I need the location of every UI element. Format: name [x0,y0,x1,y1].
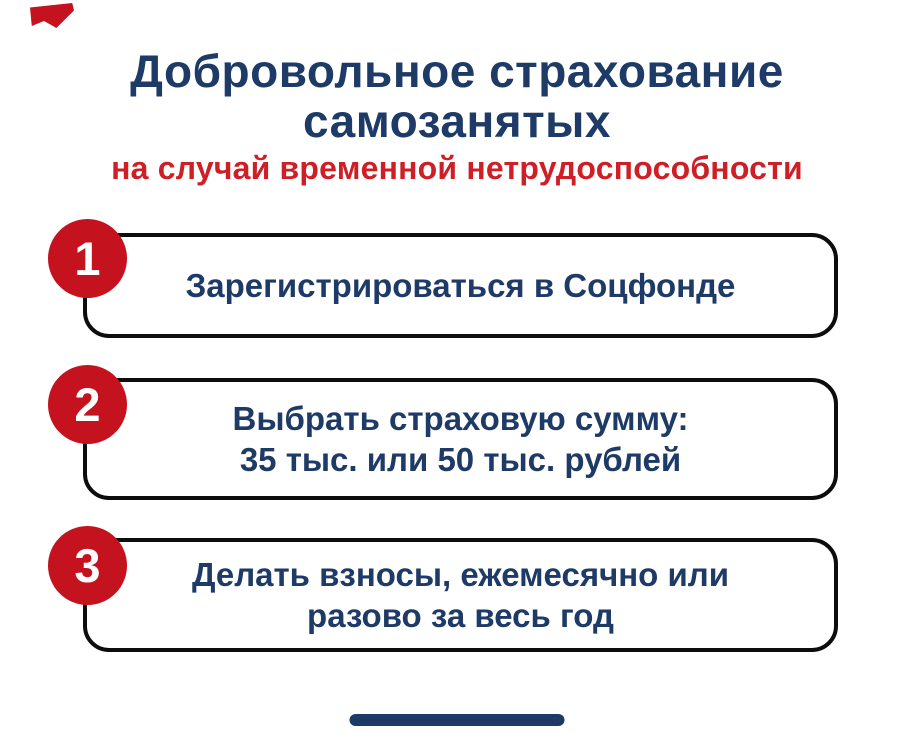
step-text-line: Делать взносы, ежемесячно или [191,556,730,593]
step-number-badge [48,219,127,298]
step-text-line: 35 тыс. или 50 тыс. рублей [239,441,682,478]
step-text-line: разово за весь год [307,597,614,634]
page-subtitle: на случай временной нетрудоспособности [111,150,803,186]
step-number-badge [48,365,127,444]
step-number-badge [48,526,127,605]
home-indicator-bar [350,714,565,726]
step-text-line: Зарегистрироваться в Соцфонде [185,267,736,304]
step-number: 2 [74,378,101,431]
step-card [83,233,838,338]
step-text-line: Выбрать страховую сумму: [232,400,689,437]
step-number: 1 [74,232,101,285]
page-title-line1: Добровольное страхование [130,45,784,97]
header [0,46,914,186]
page-title-line2: самозанятых [302,95,611,147]
step-card [83,378,838,500]
step-card [83,538,838,652]
red-ribbon-icon [30,3,74,28]
step-number: 3 [74,539,101,592]
